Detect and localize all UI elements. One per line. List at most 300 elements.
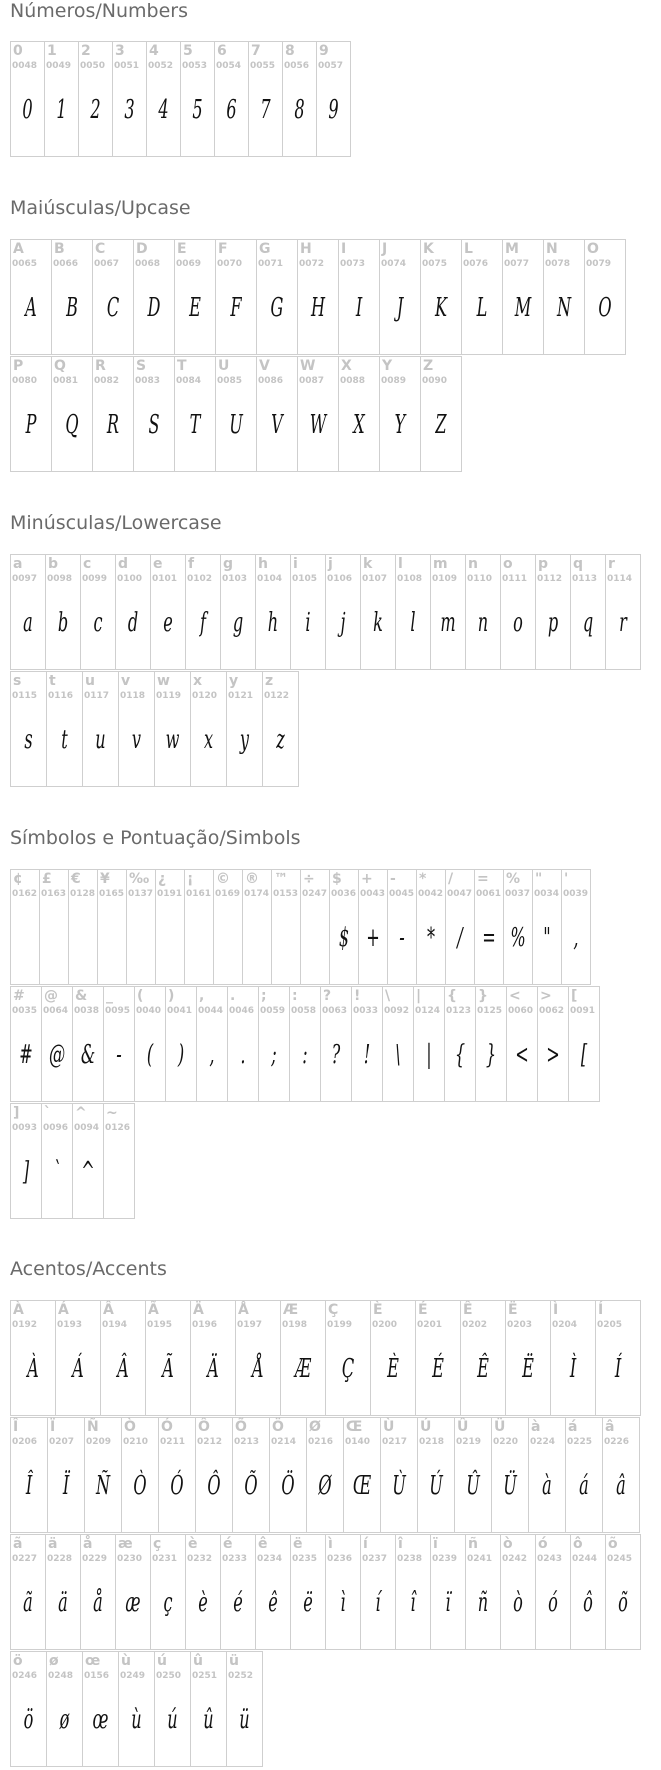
character-label: Œ [346, 1419, 363, 1435]
character-label: Í [598, 1302, 604, 1318]
character-label: © [216, 871, 230, 887]
glyph-cell [80, 1534, 116, 1650]
character-code: 0251 [192, 1671, 218, 1681]
glyph-sample: } [485, 1040, 497, 1070]
character-label: U [218, 358, 230, 374]
glyph-cell [47, 1417, 85, 1533]
glyph-cell [115, 554, 151, 670]
character-label: h [258, 556, 268, 572]
glyph-sample: ó [548, 1588, 558, 1618]
character-label: í [363, 1536, 368, 1552]
character-code: 0089 [381, 376, 407, 386]
character-code: 0085 [217, 376, 243, 386]
character-label: ‰ [129, 871, 150, 887]
glyph-sample: \ [395, 1040, 401, 1070]
character-label: ~ [106, 1105, 118, 1121]
character-label: V [259, 358, 270, 374]
glyph-sample: ë [303, 1588, 313, 1618]
character-code: 0140 [345, 1437, 371, 1447]
glyph-row [10, 41, 351, 157]
glyph-sample: 1 [56, 95, 67, 125]
glyph-sample: À [27, 1354, 39, 1384]
glyph-sample: Í [614, 1354, 622, 1384]
glyph-sample: i [305, 608, 311, 638]
glyph-cell [280, 1300, 326, 1416]
character-code: 0195 [147, 1320, 173, 1330]
glyph-sample: p [547, 608, 559, 638]
character-code: 0044 [198, 1006, 224, 1016]
glyph-cell [395, 554, 431, 670]
character-code: 0232 [187, 1554, 213, 1564]
character-label: r [608, 556, 615, 572]
glyph-cell [226, 1651, 263, 1767]
glyph-cell [535, 1534, 571, 1650]
character-label: î [398, 1536, 403, 1552]
character-label: ç [153, 1536, 162, 1552]
glyph-sample: ù [131, 1705, 142, 1735]
glyph-cell [282, 41, 317, 157]
glyph-cell [430, 1534, 466, 1650]
character-code: 0200 [372, 1320, 398, 1330]
character-code: 0112 [537, 574, 563, 584]
character-label: 9 [319, 43, 329, 59]
character-label: Ô [198, 1419, 210, 1435]
glyph-cell [10, 1417, 48, 1533]
character-code: 0078 [545, 259, 571, 269]
character-label: ^ [75, 1105, 87, 1121]
character-code: 0107 [362, 574, 388, 584]
character-label: 1 [47, 43, 57, 59]
character-label: T [177, 358, 187, 374]
glyph-cell [190, 1300, 236, 1416]
glyph-cell [325, 1534, 361, 1650]
glyph-sample: e [163, 608, 173, 638]
character-code: 0196 [192, 1320, 218, 1330]
character-label: Ø [309, 1419, 321, 1435]
character-code: 0042 [418, 889, 444, 899]
glyph-sample: Q [65, 410, 79, 440]
glyph-sample: 2 [90, 95, 101, 125]
character-code: 0204 [552, 1320, 578, 1330]
glyph-cell [256, 239, 298, 355]
glyph-cell [338, 239, 380, 355]
character-label: Ç [328, 1302, 339, 1318]
character-label: ë [293, 1536, 303, 1552]
character-label: ù [121, 1653, 131, 1669]
character-code: 0242 [502, 1554, 528, 1564]
character-label: Ü [494, 1419, 506, 1435]
character-code: 0163 [41, 889, 67, 899]
glyph-cell [226, 671, 263, 787]
glyph-sample: 4 [158, 95, 169, 125]
glyph-cell [338, 356, 380, 472]
glyph-cell [360, 1534, 396, 1650]
glyph-cell [185, 554, 221, 670]
character-label: . [230, 988, 236, 1004]
character-code: 0216 [308, 1437, 334, 1447]
character-label: ò [503, 1536, 513, 1552]
character-code: 0053 [182, 61, 208, 71]
character-code: 0039 [563, 889, 589, 899]
glyph-sample: ì [340, 1588, 346, 1618]
glyph-cell [500, 1534, 536, 1650]
glyph-cell [220, 554, 256, 670]
glyph-sample: - [116, 1040, 122, 1070]
glyph-cell [82, 671, 119, 787]
glyph-cell [196, 986, 228, 1102]
character-label: Ä [193, 1302, 204, 1318]
glyph-cell [505, 1300, 551, 1416]
character-code: 0062 [539, 1006, 565, 1016]
character-label: ® [245, 871, 259, 887]
character-label: è [188, 1536, 198, 1552]
glyph-cell [256, 356, 298, 472]
character-code: 0218 [419, 1437, 445, 1447]
character-code: 0105 [292, 574, 318, 584]
glyph-sample: - [399, 923, 405, 953]
character-label: œ [85, 1653, 101, 1669]
character-code: 0048 [12, 61, 38, 71]
character-label: , [199, 988, 205, 1004]
character-label: ¿ [158, 871, 167, 887]
character-code: 0111 [502, 574, 528, 584]
character-label: ö [13, 1653, 23, 1669]
glyph-sample: ú [167, 1705, 178, 1735]
glyph-row [10, 356, 462, 472]
glyph-sample: œ [92, 1705, 109, 1735]
character-label: k [363, 556, 373, 572]
character-label: X [341, 358, 352, 374]
glyph-sample: $ [338, 923, 350, 953]
glyph-cell [325, 554, 361, 670]
character-label: ™ [274, 871, 288, 887]
glyph-cell [154, 671, 191, 787]
glyph-sample: + [366, 923, 380, 953]
glyph-sample: ^ [81, 1157, 95, 1187]
character-label: Q [54, 358, 66, 374]
glyph-sample: ! [363, 1040, 371, 1070]
glyph-cell [82, 1651, 119, 1767]
character-code: 0104 [257, 574, 283, 584]
glyph-sample: & [80, 1040, 96, 1070]
glyph-sample: | [426, 1040, 432, 1070]
glyph-cell [134, 986, 166, 1102]
character-label: ; [261, 988, 267, 1004]
character-label: - [390, 871, 396, 887]
character-code: 0035 [12, 1006, 38, 1016]
glyph-sample: ò [513, 1588, 523, 1618]
character-code: 0109 [432, 574, 458, 584]
character-code: 0250 [156, 1671, 182, 1681]
glyph-cell [55, 1300, 101, 1416]
glyph-cell [68, 869, 98, 985]
character-code: 0248 [48, 1671, 74, 1681]
glyph-sample: Ó [170, 1471, 184, 1501]
character-code: 0037 [505, 889, 531, 899]
character-code: 0198 [282, 1320, 308, 1330]
character-label: B [54, 241, 65, 257]
glyph-cell [112, 41, 147, 157]
character-code: 0117 [84, 691, 110, 701]
glyph-sample: R [106, 410, 120, 440]
character-code: 0079 [586, 259, 612, 269]
glyph-sample: A [25, 293, 37, 323]
glyph-sample: h [267, 608, 279, 638]
character-code: 0203 [507, 1320, 533, 1330]
glyph-sample: f [200, 608, 206, 638]
character-code: 0228 [47, 1554, 73, 1564]
character-label: Å [238, 1302, 249, 1318]
character-label: ï [433, 1536, 438, 1552]
glyph-cell [420, 356, 462, 472]
glyph-cell [150, 1534, 186, 1650]
glyph-sample: N [556, 293, 572, 323]
character-label: 0 [13, 43, 23, 59]
character-code: 0097 [12, 574, 38, 584]
glyph-sample: j [340, 608, 346, 638]
character-label: ô [573, 1536, 583, 1552]
character-code: 0098 [47, 574, 73, 584]
character-code: 0090 [422, 376, 448, 386]
character-code: 0209 [86, 1437, 112, 1447]
character-code: 0050 [80, 61, 106, 71]
character-label: F [218, 241, 228, 257]
glyph-sample: n [477, 608, 489, 638]
character-code: 0238 [397, 1554, 423, 1564]
character-code: 0137 [128, 889, 154, 899]
glyph-sample: o [513, 608, 523, 638]
character-code: 0074 [381, 259, 407, 269]
glyph-cell [605, 1534, 641, 1650]
character-label: t [49, 673, 56, 689]
character-code: 0245 [607, 1554, 633, 1564]
glyph-sample: Ü [503, 1471, 517, 1501]
glyph-sample: m [440, 608, 456, 638]
glyph-sample: Ë [522, 1354, 534, 1384]
character-code: 0165 [99, 889, 125, 899]
glyph-sample: Ø [318, 1471, 332, 1501]
glyph-cell [10, 1103, 42, 1219]
character-label: å [83, 1536, 93, 1552]
glyph-cell [570, 554, 606, 670]
glyph-cell [502, 239, 544, 355]
glyph-cell [41, 986, 73, 1102]
glyph-sample: H [310, 293, 326, 323]
character-code: 0220 [493, 1437, 519, 1447]
character-code: 0080 [12, 376, 38, 386]
glyph-cell [370, 1300, 416, 1416]
glyph-row [10, 1651, 263, 1767]
glyph-cell [180, 41, 215, 157]
glyph-cell [325, 1300, 371, 1416]
glyph-sample: c [93, 608, 103, 638]
glyph-sample: ( [146, 1040, 154, 1070]
glyph-sample: Ô [207, 1471, 221, 1501]
glyph-cell [155, 869, 185, 985]
glyph-sample: 5 [192, 95, 203, 125]
character-code: 0226 [604, 1437, 630, 1447]
character-label: < [509, 988, 521, 1004]
glyph-cell [474, 869, 504, 985]
glyph-sample: ] [22, 1157, 30, 1187]
character-code: 0110 [467, 574, 493, 584]
character-label: 6 [217, 43, 227, 59]
character-label: w [157, 673, 170, 689]
character-code: 0239 [432, 1554, 458, 1564]
glyph-cell [297, 239, 339, 355]
glyph-cell [45, 554, 81, 670]
glyph-cell [103, 986, 135, 1102]
character-code: 0094 [74, 1123, 100, 1133]
glyph-cell [262, 671, 299, 787]
character-label: Û [457, 1419, 469, 1435]
character-label: J [382, 241, 388, 257]
glyph-sample: V [271, 410, 283, 440]
character-code: 0092 [384, 1006, 410, 1016]
glyph-cell [491, 1417, 529, 1533]
character-code: 0081 [53, 376, 79, 386]
glyph-cell [145, 1300, 191, 1416]
glyph-cell [51, 356, 93, 472]
glyph-sample: Â [117, 1354, 129, 1384]
glyph-cell [10, 1534, 46, 1650]
character-code: 0252 [228, 1671, 254, 1681]
character-code: 0100 [117, 574, 143, 584]
glyph-cell [174, 356, 216, 472]
character-label: ( [137, 988, 144, 1004]
character-label: ? [323, 988, 332, 1004]
character-label: # [13, 988, 25, 1004]
glyph-sample: Á [72, 1354, 84, 1384]
glyph-cell [475, 986, 507, 1102]
character-label: ú [157, 1653, 167, 1669]
glyph-sample: ` [52, 1157, 62, 1187]
character-label: M [505, 241, 519, 257]
glyph-cell [387, 869, 417, 985]
glyph-sample: â [616, 1471, 626, 1501]
glyph-cell [232, 1417, 270, 1533]
character-label: n [468, 556, 478, 572]
character-code: 0103 [222, 574, 248, 584]
glyph-sample: ; [271, 1040, 277, 1070]
character-code: 0041 [167, 1006, 193, 1016]
glyph-cell [413, 986, 445, 1102]
glyph-cell [51, 239, 93, 355]
glyph-cell [316, 41, 351, 157]
glyph-sample: s [24, 725, 33, 755]
glyph-cell [92, 356, 134, 472]
character-label: 2 [81, 43, 91, 59]
character-label: \ [385, 988, 391, 1004]
character-code: 0101 [152, 574, 178, 584]
character-label: I [341, 241, 347, 257]
glyph-cell [215, 239, 257, 355]
glyph-cell [235, 1300, 281, 1416]
glyph-cell [80, 554, 116, 670]
character-code: 0034 [534, 889, 560, 899]
glyph-row [10, 554, 641, 670]
character-label: : [292, 988, 298, 1004]
character-label: a [13, 556, 23, 572]
character-code: 0061 [476, 889, 502, 899]
character-code: 0108 [397, 574, 423, 584]
character-label: £ [42, 871, 52, 887]
glyph-cell [92, 239, 134, 355]
character-code: 0234 [257, 1554, 283, 1564]
character-label: E [177, 241, 187, 257]
character-code: 0206 [12, 1437, 38, 1447]
glyph-sample: a [23, 608, 33, 638]
glyph-cell [584, 239, 626, 355]
glyph-sample: è [198, 1588, 208, 1618]
glyph-sample: l [410, 608, 416, 638]
glyph-sample: T [189, 410, 201, 440]
glyph-row [10, 1103, 135, 1219]
character-code: 0246 [12, 1671, 38, 1681]
glyph-sample: ø [59, 1705, 70, 1735]
glyph-cell [379, 356, 421, 472]
glyph-sample: v [131, 725, 142, 755]
character-code: 0051 [114, 61, 140, 71]
glyph-sample: [ [580, 1040, 588, 1070]
glyph-cell [320, 986, 352, 1102]
character-code: 0084 [176, 376, 202, 386]
character-label: € [71, 871, 81, 887]
character-label: â [605, 1419, 615, 1435]
character-label: Ã [148, 1302, 159, 1318]
section-title: Maiúsculas/Upcase [10, 197, 191, 219]
glyph-sample: S [148, 410, 160, 440]
character-code: 0128 [70, 889, 96, 899]
character-label: ¢ [13, 871, 23, 887]
glyph-cell [465, 554, 501, 670]
character-code: 0225 [567, 1437, 593, 1447]
character-label: á [568, 1419, 578, 1435]
character-label: v [121, 673, 131, 689]
character-code: 0099 [82, 574, 108, 584]
character-label: c [83, 556, 92, 572]
glyph-sample: Î [25, 1471, 33, 1501]
glyph-cell [242, 869, 272, 985]
character-code: 0211 [160, 1437, 186, 1447]
glyph-sample: Õ [244, 1471, 258, 1501]
character-label: ü [229, 1653, 239, 1669]
glyph-cell [300, 869, 330, 985]
character-label: d [118, 556, 129, 572]
character-code: 0123 [446, 1006, 472, 1016]
glyph-sample: P [25, 410, 37, 440]
character-label: g [223, 556, 234, 572]
glyph-sample: 3 [124, 95, 135, 125]
glyph-sample: Œ [352, 1471, 372, 1501]
glyph-sample: 9 [328, 95, 339, 125]
character-label: s [13, 673, 22, 689]
glyph-cell [415, 1300, 461, 1416]
character-label: m [433, 556, 448, 572]
character-label: " [535, 871, 543, 887]
character-code: 0038 [74, 1006, 100, 1016]
glyph-cell [380, 1417, 418, 1533]
character-code: 0191 [157, 889, 183, 899]
character-code: 0057 [318, 61, 344, 71]
glyph-cell [379, 239, 421, 355]
glyph-sample: C [106, 293, 120, 323]
character-code: 0040 [136, 1006, 162, 1016]
character-label: R [95, 358, 106, 374]
glyph-cell [150, 554, 186, 670]
glyph-sample: q [582, 608, 594, 638]
glyph-cell [10, 1300, 56, 1416]
